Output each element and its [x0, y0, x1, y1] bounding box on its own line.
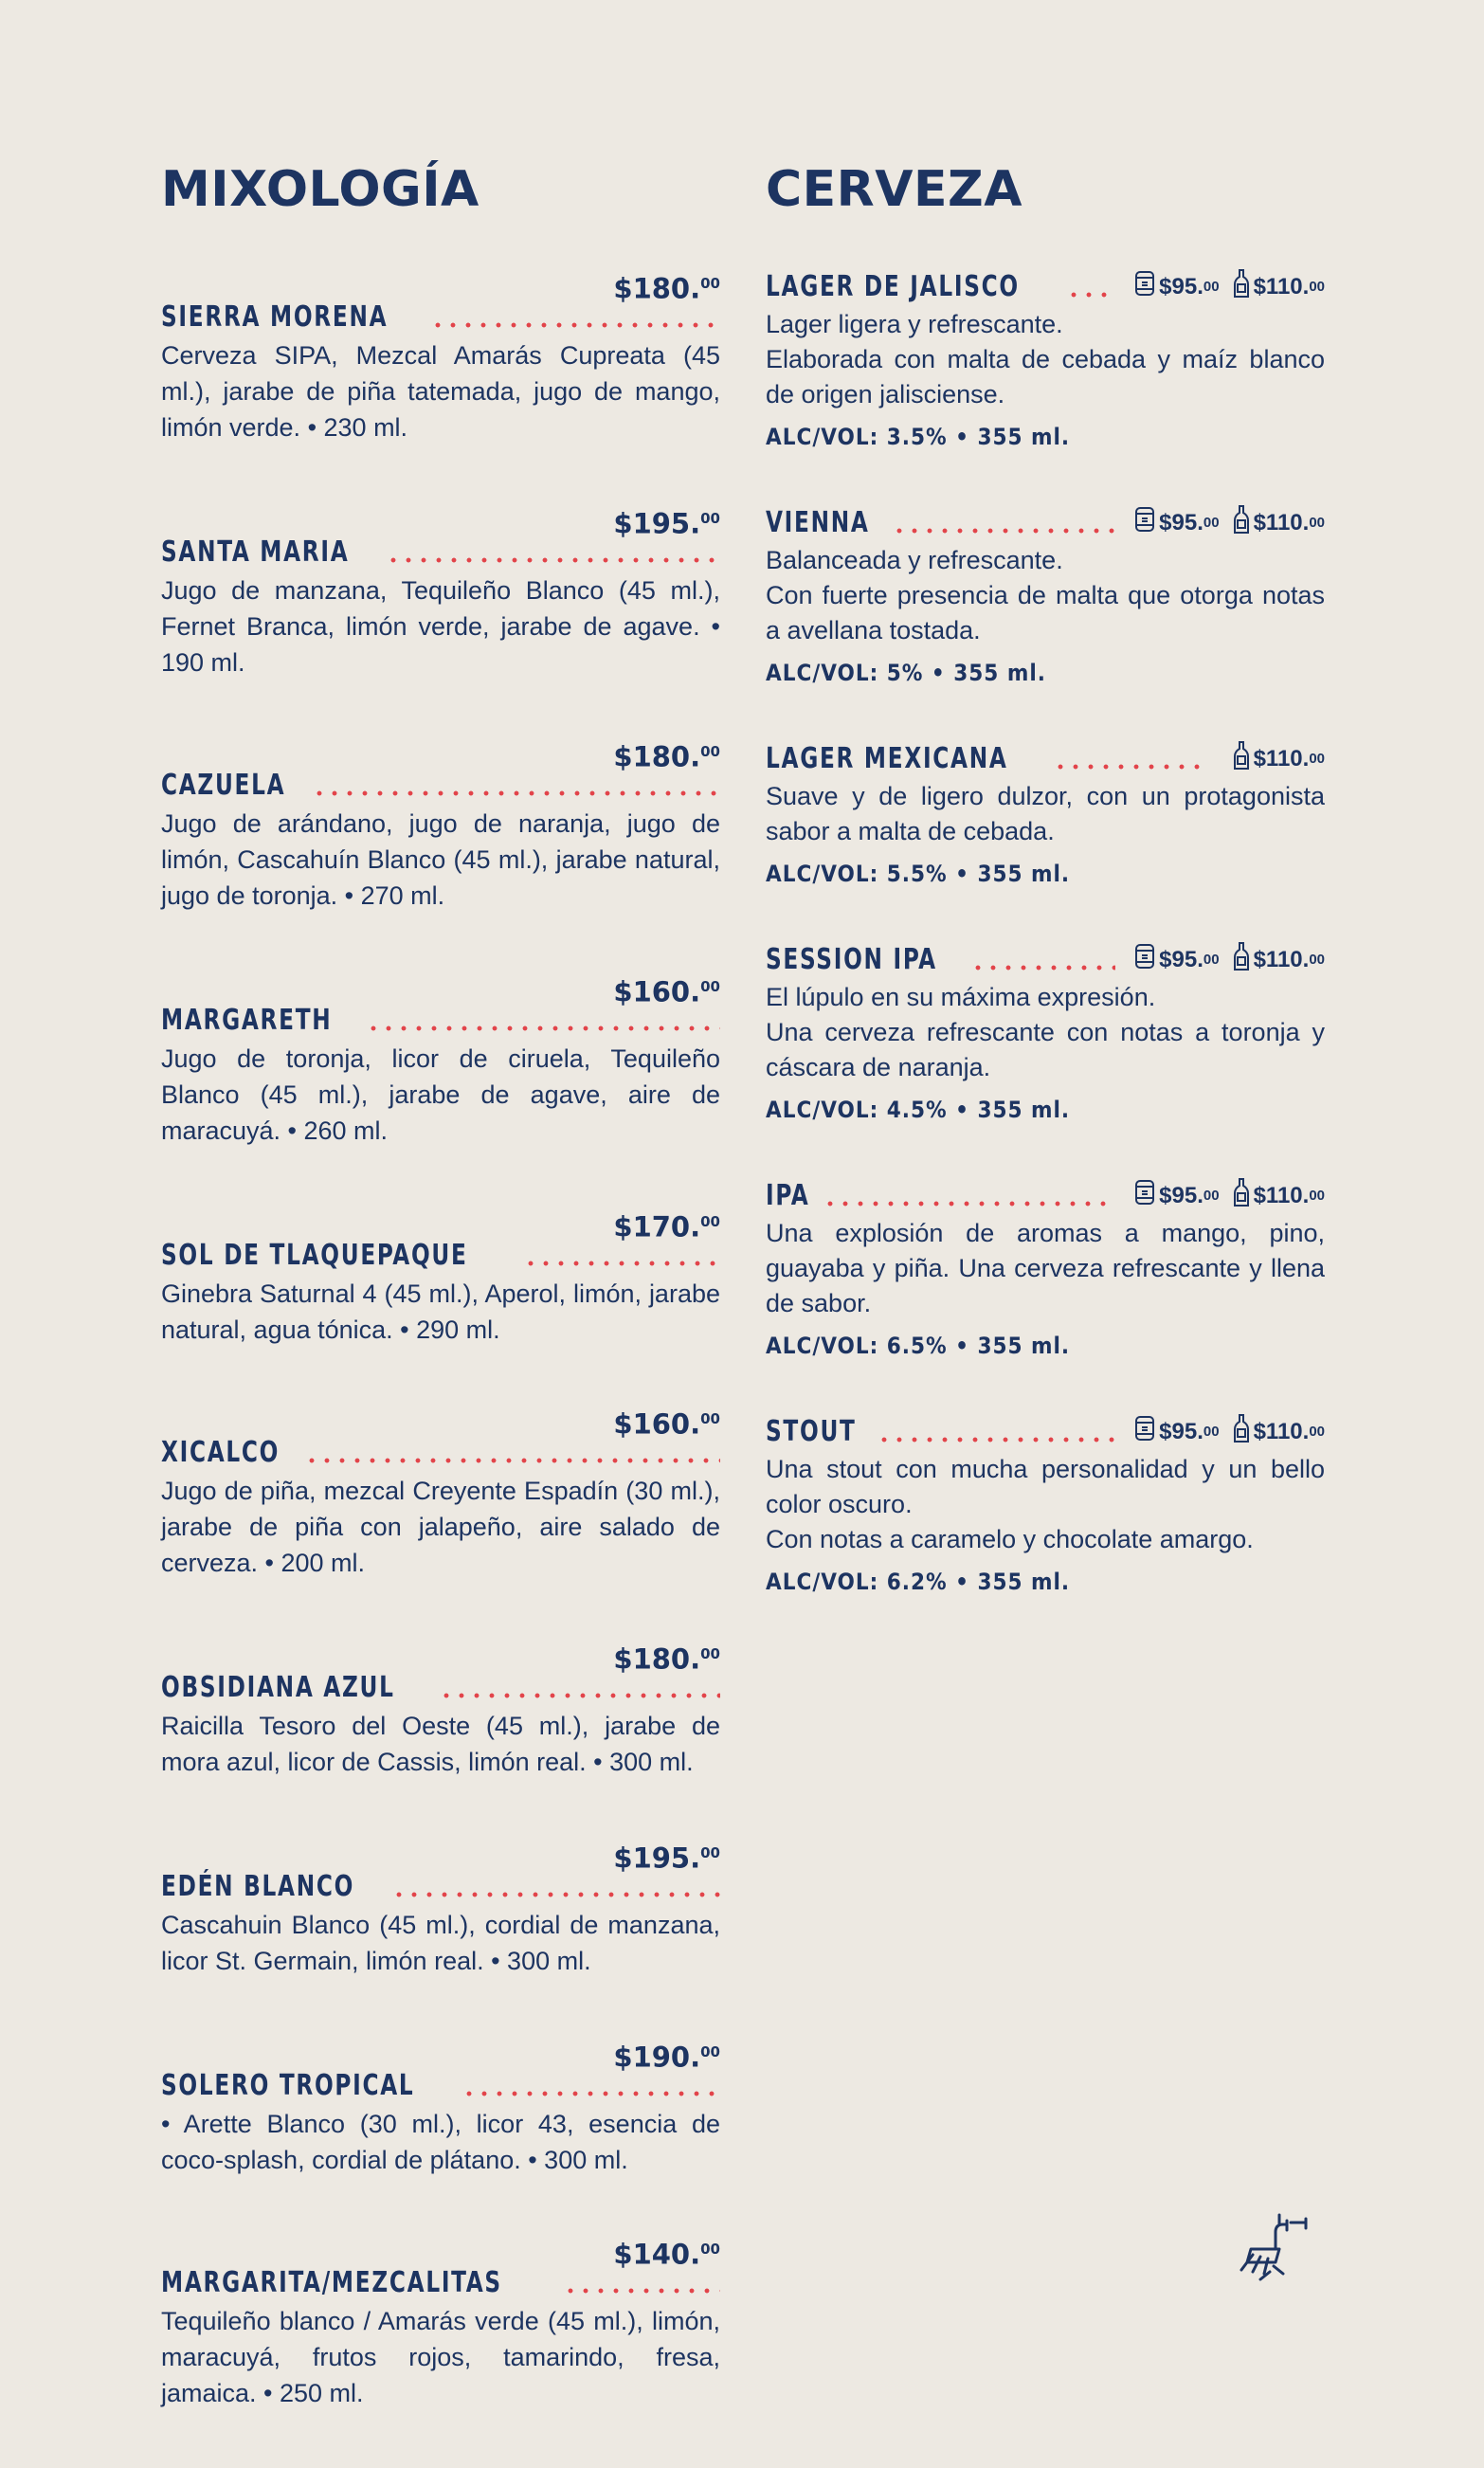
- cocktail-description: Tequileño blanco / Amarás verde (45 ml.), limón, maracuyá, frutos rojos, tamarindo, fresa, jamaica. • 250 ml.: [161, 2307, 720, 2407]
- keg-price: [1134, 942, 1219, 977]
- price-value: $110.: [1253, 509, 1310, 535]
- price-cents: 00: [1309, 279, 1325, 295]
- beer-item: [766, 739, 1325, 887]
- beer-item: [766, 1412, 1325, 1595]
- dot-leader: [366, 1025, 720, 1031]
- price-value: $95.: [1159, 1182, 1203, 1208]
- price-cents: 00: [700, 1410, 720, 1427]
- dot-leader: [439, 1693, 720, 1698]
- dot-leader: [391, 1892, 720, 1897]
- cocktail-price: [161, 267, 720, 305]
- price-cents: 00: [1203, 1424, 1220, 1440]
- cocktail-name-line: [161, 768, 720, 804]
- keg-icon: [1134, 1414, 1159, 1449]
- beer-description: Balanceada y refrescante. Con fuerte presencia de malta que otorga notas a avellana tostada.: [766, 546, 1325, 644]
- cocktail-price: [161, 2233, 720, 2271]
- bottle-price: [1233, 1413, 1325, 1450]
- beer-prices: [1129, 1413, 1325, 1450]
- beer-alc-vol: ALC/VOL: 6.5% • 355 ml.: [766, 1333, 1071, 1359]
- cocktail-name-line: [161, 1435, 720, 1471]
- price-value: $160.: [613, 975, 701, 1008]
- bottle-price: [1233, 504, 1325, 541]
- cocktail-item: [161, 267, 720, 445]
- price-value: $180.: [613, 740, 701, 773]
- price-value: $95.: [1159, 273, 1203, 299]
- cocktail-name-line: [161, 1869, 720, 1905]
- cocktail-item: [161, 2233, 720, 2411]
- bottle-icon: [1233, 1177, 1254, 1214]
- tap-logo-icon: [1232, 2204, 1317, 2294]
- beer-name-line: [766, 1412, 1325, 1450]
- price-value: $95.: [1159, 509, 1203, 535]
- cocktail-name-line: [161, 2265, 720, 2301]
- dot-leader: [1066, 292, 1115, 298]
- cocktail-description: Jugo de arándano, jugo de naranja, jugo de limón, Cascahuín Blanco (45 ml.), jarabe natural, jugo de toronja. • 270 ml.: [161, 809, 720, 910]
- cocktail-name: CAZUELA: [161, 769, 286, 802]
- price-value: $180.: [613, 272, 701, 305]
- dot-leader: [430, 322, 720, 328]
- dot-leader: [823, 1201, 1115, 1207]
- beer-description: Una stout con mucha personalidad y un bello color oscuro. Con notas a caramelo y chocolate amargo.: [766, 1455, 1325, 1553]
- beer-description: Suave y de ligero dulzor, con un protagonista sabor a malta de cebada.: [766, 782, 1325, 845]
- dot-leader: [1053, 764, 1205, 770]
- cocktail-description: • Arette Blanco (30 ml.), licor 43, esencia de coco-splash, cordial de plátano. • 300 ml.: [161, 2110, 720, 2174]
- bottle-icon: [1233, 941, 1254, 978]
- price-cents: 00: [700, 1645, 720, 1662]
- dot-leader: [970, 965, 1115, 971]
- beer-item: [766, 1176, 1325, 1359]
- dot-leader: [523, 1261, 720, 1266]
- price-value: $170.: [613, 1210, 701, 1243]
- cocktail-name-line: [161, 1003, 720, 1039]
- beer-prices: [1129, 941, 1325, 978]
- cocktail-name-line: [161, 299, 720, 336]
- price-value: $140.: [613, 2238, 701, 2271]
- cerveza-title: CERVEZA: [766, 161, 1023, 218]
- cocktail-item: [161, 502, 720, 681]
- price-cents: 00: [700, 510, 720, 527]
- bottle-icon: [1233, 268, 1254, 305]
- price-value: $190.: [613, 2041, 701, 2074]
- cocktail-item: [161, 2036, 720, 2178]
- cocktail-name-line: [161, 2068, 720, 2104]
- dot-leader: [386, 557, 720, 563]
- beer-alc-vol: ALC/VOL: 5.5% • 355 ml.: [766, 861, 1071, 887]
- price-value: $110.: [1253, 946, 1310, 972]
- bottle-icon: [1233, 504, 1254, 541]
- beer-name: IPA: [766, 1179, 810, 1212]
- beer-alc-vol: ALC/VOL: 3.5% • 355 ml.: [766, 424, 1071, 450]
- price-cents: 00: [700, 1844, 720, 1861]
- beer-name-line: [766, 267, 1325, 305]
- cocktail-description: Cascahuin Blanco (45 ml.), cordial de manzana, licor St. Germain, limón real. • 300 ml.: [161, 1911, 720, 1975]
- beer-name-line: [766, 739, 1325, 777]
- dot-leader: [461, 2091, 720, 2096]
- beer-name-line: [766, 1176, 1325, 1214]
- price-cents: 00: [700, 2241, 720, 2258]
- keg-price: [1134, 269, 1219, 304]
- cocktail-description: Jugo de piña, mezcal Creyente Espadín (30 ml.), jarabe de piña con jalapeño, aire salado de cerveza. • 200 ml.: [161, 1477, 720, 1577]
- cocktail-name: OBSIDIANA AZUL: [161, 1671, 395, 1704]
- dot-leader: [304, 1458, 720, 1463]
- price-cents: 00: [1203, 279, 1220, 295]
- cocktail-price: [161, 2036, 720, 2074]
- price-cents: 00: [1203, 952, 1220, 968]
- beer-alc-vol: ALC/VOL: 6.2% • 355 ml.: [766, 1569, 1071, 1595]
- beer-name: STOUT: [766, 1415, 857, 1448]
- cocktail-name: SOLERO TROPICAL: [161, 2069, 415, 2102]
- beer-name-line: [766, 940, 1325, 978]
- cocktail-price: [161, 1837, 720, 1875]
- beer-prices: [1220, 740, 1325, 777]
- cocktail-name-line: [161, 1238, 720, 1274]
- beer-prices: [1129, 504, 1325, 541]
- cocktail-price: [161, 971, 720, 1008]
- keg-icon: [1134, 269, 1159, 304]
- cocktail-name: MARGARITA/MEZCALITAS: [161, 2266, 502, 2299]
- price-cents: 00: [1203, 1188, 1220, 1204]
- beer-name: LAGER MEXICANA: [766, 742, 1008, 775]
- cocktail-price: [161, 1206, 720, 1243]
- cocktail-item: [161, 1206, 720, 1348]
- keg-price: [1134, 1414, 1219, 1449]
- beer-list: [766, 267, 1325, 1595]
- cocktail-description: Jugo de toronja, licor de ciruela, Tequileño Blanco (45 ml.), jarabe de agave, aire de maracuyá. • 260 ml.: [161, 1044, 720, 1145]
- mixologia-section: [161, 161, 720, 2468]
- cocktail-item: [161, 1638, 720, 1780]
- cocktail-name: SOL DE TLAQUEPAQUE: [161, 1239, 468, 1272]
- cocktail-item: [161, 1837, 720, 1979]
- beer-item: [766, 940, 1325, 1123]
- dot-leader: [877, 1437, 1115, 1443]
- dot-leader: [563, 2288, 720, 2294]
- price-cents: 00: [1309, 1424, 1325, 1440]
- beer-name: SESSION IPA: [766, 943, 937, 976]
- cocktail-list: [161, 267, 720, 2411]
- price-value: $110.: [1253, 745, 1310, 771]
- cocktail-item: [161, 971, 720, 1149]
- cocktail-price: [161, 1638, 720, 1676]
- cocktail-price: [161, 1403, 720, 1441]
- bottle-icon: [1233, 740, 1254, 777]
- keg-price: [1134, 1178, 1219, 1213]
- price-cents: 00: [1309, 1188, 1325, 1204]
- keg-icon: [1134, 505, 1159, 540]
- bottle-price: [1233, 1177, 1325, 1214]
- beer-prices: [1129, 1177, 1325, 1214]
- price-cents: 00: [1203, 515, 1220, 531]
- keg-price: [1134, 505, 1219, 540]
- cocktail-name: MARGARETH: [161, 1004, 333, 1037]
- cocktail-name-line: [161, 1670, 720, 1706]
- cocktail-price: [161, 502, 720, 540]
- price-value: $110.: [1253, 1182, 1310, 1208]
- bottle-icon: [1233, 1413, 1254, 1450]
- bottle-price: [1233, 740, 1325, 777]
- price-value: $95.: [1159, 1418, 1203, 1444]
- cocktail-name: XICALCO: [161, 1436, 281, 1469]
- beer-name: LAGER DE JALISCO: [766, 270, 1020, 303]
- dot-leader: [892, 528, 1115, 534]
- bottle-price: [1233, 268, 1325, 305]
- cocktail-description: Cerveza SIPA, Mezcal Amarás Cupreata (45 ml.), jarabe de piña tatemada, jugo de mango, limón verde. • 230 ml.: [161, 341, 720, 442]
- cocktail-name: EDÉN BLANCO: [161, 1870, 355, 1903]
- beer-alc-vol: ALC/VOL: 4.5% • 355 ml.: [766, 1097, 1071, 1123]
- cocktail-name: SANTA MARIA: [161, 535, 350, 569]
- beer-prices: [1129, 268, 1325, 305]
- price-cents: 00: [1309, 751, 1325, 767]
- price-value: $195.: [613, 507, 701, 540]
- beer-description: Una explosión de aromas a mango, pino, guayaba y piña. Una cerveza refrescante y llena de sabor.: [766, 1219, 1325, 1317]
- price-cents: 00: [700, 1213, 720, 1230]
- beer-item: [766, 503, 1325, 686]
- cocktail-item: [161, 735, 720, 914]
- mixologia-title: MIXOLOGÍA: [161, 161, 480, 218]
- cocktail-description: Ginebra Saturnal 4 (45 ml.), Aperol, limón, jarabe natural, agua tónica. • 290 ml.: [161, 1279, 720, 1344]
- price-cents: 00: [1309, 952, 1325, 968]
- cocktail-item: [161, 1403, 720, 1581]
- price-value: $160.: [613, 1407, 701, 1441]
- cocktail-name: SIERRA MORENA: [161, 300, 389, 334]
- keg-icon: [1134, 942, 1159, 977]
- price-value: $180.: [613, 1642, 701, 1676]
- dot-leader: [312, 790, 720, 796]
- keg-icon: [1134, 1178, 1159, 1213]
- price-value: $95.: [1159, 946, 1203, 972]
- beer-name: VIENNA: [766, 506, 870, 539]
- price-cents: 00: [700, 978, 720, 995]
- beer-description: El lúpulo en su máxima expresión. Una cerveza refrescante con notas a toronja y cáscara de naranja.: [766, 983, 1325, 1081]
- price-value: $110.: [1253, 1418, 1310, 1444]
- cocktail-description: Raicilla Tesoro del Oeste (45 ml.), jarabe de mora azul, licor de Cassis, limón real. • 300 ml.: [161, 1712, 720, 1776]
- price-cents: 00: [700, 2043, 720, 2060]
- beer-item: [766, 267, 1325, 450]
- price-cents: 00: [700, 275, 720, 292]
- price-value: $110.: [1253, 273, 1310, 299]
- beer-alc-vol: ALC/VOL: 5% • 355 ml.: [766, 660, 1046, 686]
- cerveza-section: [766, 161, 1325, 1648]
- beer-description: Lager ligera y refrescante. Elaborada con malta de cebada y maíz blanco de origen jalisciense.: [766, 310, 1325, 408]
- cocktail-price: [161, 735, 720, 773]
- price-value: $195.: [613, 1842, 701, 1875]
- bottle-price: [1233, 941, 1325, 978]
- price-cents: 00: [700, 743, 720, 760]
- cocktail-name-line: [161, 535, 720, 571]
- cocktail-description: Jugo de manzana, Tequileño Blanco (45 ml.), Fernet Branca, limón verde, jarabe de agave. • 190 ml.: [161, 576, 720, 677]
- price-cents: 00: [1309, 515, 1325, 531]
- beer-name-line: [766, 503, 1325, 541]
